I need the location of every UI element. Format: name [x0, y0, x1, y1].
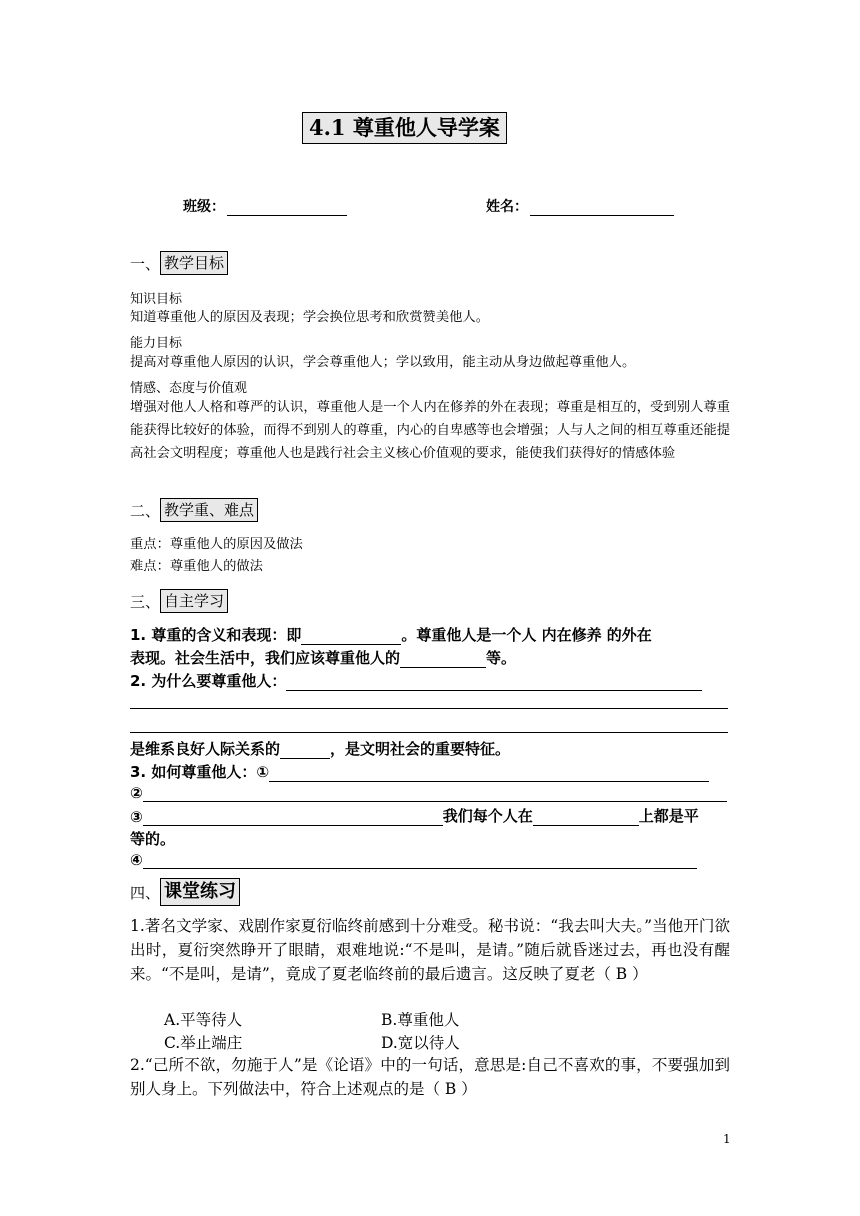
- q3-blank-3[interactable]: [143, 807, 443, 826]
- section-heading-practice: [130, 878, 240, 906]
- exercise-1-option-b: B.尊重他人: [381, 1011, 460, 1029]
- ability-goal-text: 提高对尊重他人原因的认识，学会尊重他人；学以致用，能主动从身边做起尊重他人。: [130, 355, 636, 370]
- q1-text: 1. 尊重的含义和表现：即: [130, 626, 302, 644]
- q2-blank-4[interactable]: [280, 740, 330, 759]
- q3-text: ③: [130, 808, 143, 826]
- section-number: 三、: [130, 592, 161, 611]
- key-point-text: 重点：尊重他人的原因及做法: [130, 537, 303, 552]
- section-title: 教学重、难点: [160, 498, 258, 522]
- class-label: 班级：: [183, 199, 225, 215]
- name-field[interactable]: [486, 196, 674, 216]
- section-heading-goals: [130, 251, 228, 275]
- section-title: 自主学习: [160, 589, 228, 613]
- q3-text: 我们每个人在: [442, 807, 533, 825]
- q3-text: ②: [130, 784, 143, 802]
- name-blank[interactable]: [530, 199, 674, 216]
- exercise-1-option-a: A.平等待人: [164, 1011, 243, 1029]
- q2-line-1: [130, 670, 730, 691]
- q2-blank-3[interactable]: [130, 714, 728, 733]
- class-field[interactable]: [183, 196, 347, 216]
- page-number: 1: [723, 1132, 731, 1146]
- q3-line-3: [130, 805, 730, 826]
- q3-line-4: [130, 828, 730, 849]
- q3-blank-5[interactable]: [143, 850, 697, 869]
- q3-line-1: [130, 761, 730, 782]
- ability-goal-label: 能力目标: [130, 336, 183, 351]
- section-heading-key-points: [130, 498, 258, 522]
- q1-text: 表现。社会生活中，我们应该尊重他人的: [130, 649, 401, 667]
- emotion-goal-label: 情感、态度与价值观: [130, 381, 248, 396]
- name-label: 姓名：: [486, 199, 528, 215]
- q1-blank-1[interactable]: [301, 626, 401, 645]
- q3-text: ④: [130, 851, 143, 869]
- class-blank[interactable]: [227, 199, 347, 216]
- difficult-point-text: 难点：尊重他人的做法: [130, 559, 263, 574]
- section-heading-self-study: [130, 589, 228, 613]
- q2-blank-2[interactable]: [130, 690, 728, 709]
- q1-text: 。尊重他人是一个人 内在修养 的外在: [401, 626, 652, 644]
- knowledge-goal-label: 知识目标: [130, 292, 183, 307]
- section-title: 课堂练习: [160, 878, 240, 906]
- q3-text: 上都是平: [638, 807, 699, 825]
- q1-blank-2[interactable]: [400, 649, 486, 668]
- exercise-2-text: 2.“己所不欲，勿施于人”是《论语》中的一句话，意思是:自己不喜欢的事，不要强加到别人身上。下列做法中，符合上述观点的是（ B ）: [130, 1056, 730, 1098]
- q2-line-4: [130, 738, 730, 759]
- q2-text: ，是文明社会的重要特征。: [330, 740, 511, 758]
- section-title: 教学目标: [160, 251, 228, 275]
- q3-text: 3. 如何尊重他人：①: [130, 763, 270, 781]
- exercise-1-option-c: C.举止端庄: [164, 1034, 243, 1052]
- q3-blank-4[interactable]: [533, 807, 639, 826]
- q1-text: 等。: [486, 649, 517, 667]
- q2-blank-1[interactable]: [286, 672, 702, 691]
- exercise-1-text: 1.著名文学家、戏剧作家夏衍临终前感到十分难受。秘书说：“我去叫大夫。”当他开门欲出时，夏衍突然睁开了眼睛，艰难地说:“不是叫，是请。”随后就昏迷过去，再也没有醒来。“不是叫，是请”，竟成了夏老临终前的最后遗言。这反映了夏老（ B ）: [130, 917, 730, 983]
- exercise-1-option-d: D.宽以待人: [381, 1034, 460, 1052]
- q3-blank-1[interactable]: [269, 763, 709, 782]
- q1-line-1: [130, 624, 730, 645]
- section-number: 一、: [130, 254, 161, 273]
- q3-line-2: [130, 783, 730, 802]
- page-title: 4.1 尊重他人导学案: [302, 112, 507, 144]
- q3-blank-2[interactable]: [143, 783, 727, 802]
- q1-line-2: [130, 647, 730, 668]
- q3-line-5: [130, 850, 730, 869]
- knowledge-goal-text: 知道尊重他人的原因及表现；学会换位思考和欣赏赞美他人。: [130, 310, 490, 325]
- section-number: 四、: [130, 883, 161, 902]
- q3-text: 等的。: [130, 830, 176, 848]
- q2-text: 是维系良好人际关系的: [130, 740, 281, 758]
- student-info-row: [0, 196, 860, 220]
- section-number: 二、: [130, 501, 161, 520]
- emotion-goal-text: 增强对他人人格和尊严的认识，尊重他人是一个人内在修养的外在表现；尊重是相互的，受到别人尊重能获得比较好的体验，而得不到别人的尊重，内心的自卑感等也会增强；人与人之间的相互尊重还能提高社会文明程度；尊重他人也是践行社会主义核心价值观的要求，能使我们获得好的情感体验: [130, 400, 730, 461]
- q2-text: 2. 为什么要尊重他人：: [130, 672, 287, 690]
